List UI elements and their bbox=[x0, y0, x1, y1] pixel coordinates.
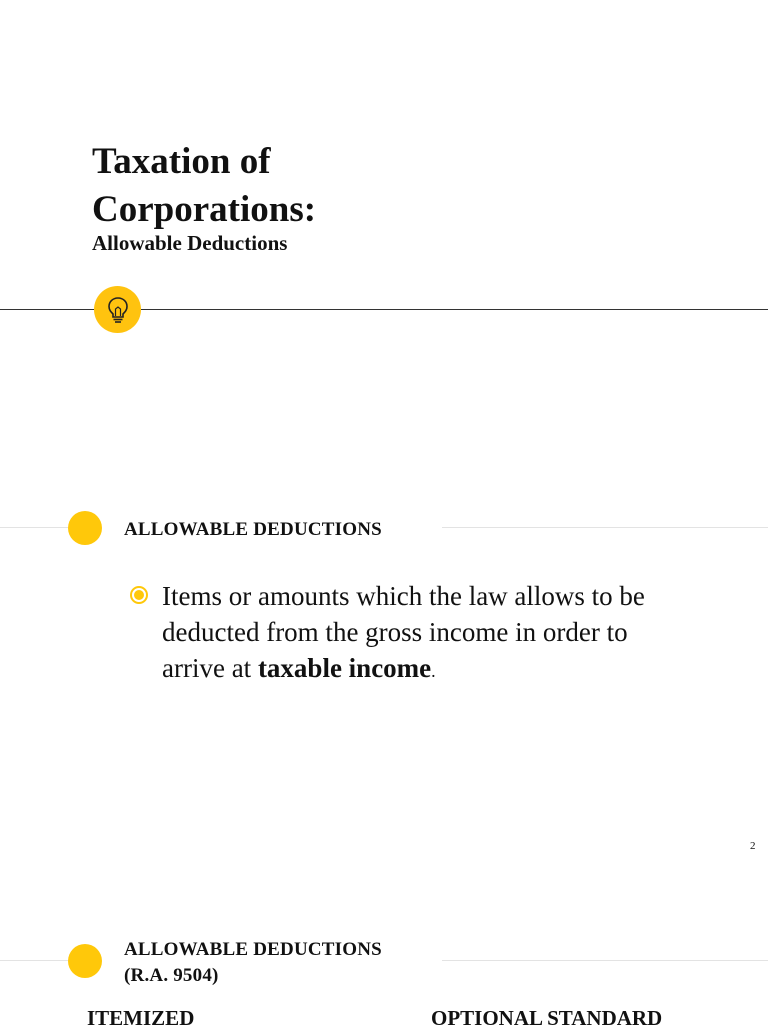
title-slide bbox=[0, 0, 768, 420]
bullet-text-main: Items or amounts which the law allows to be deducted from the gross income in order to arrive at bbox=[162, 581, 645, 683]
section-heading: ALLOWABLE DEDUCTIONS bbox=[124, 519, 382, 540]
section-rule-left bbox=[0, 527, 68, 528]
bullet-text-emphasis: taxable income bbox=[257, 653, 432, 683]
page-number: 2 bbox=[750, 840, 756, 852]
bullet-item bbox=[130, 578, 690, 689]
section-marker-dot bbox=[68, 511, 102, 545]
section-marker-dot-2 bbox=[68, 944, 102, 978]
lightbulb-icon bbox=[106, 296, 130, 324]
target-bullet-icon bbox=[130, 586, 148, 604]
title-divider-right bbox=[141, 309, 768, 310]
column-heading-itemized: ITEMIZED bbox=[87, 1006, 195, 1030]
slide-title: Taxation of Corporations: bbox=[92, 141, 317, 230]
section-rule-right-2 bbox=[442, 960, 768, 961]
section-heading-2: ALLOWABLE DEDUCTIONS bbox=[124, 939, 382, 960]
slide-subtitle: Allowable Deductions bbox=[92, 231, 288, 255]
title-divider-left bbox=[0, 309, 94, 310]
bullet-text bbox=[162, 578, 690, 689]
lightbulb-badge bbox=[94, 286, 141, 333]
section-rule-right bbox=[442, 527, 768, 528]
column-heading-optional: OPTIONAL STANDARD bbox=[431, 1006, 663, 1030]
section-rule-left-2 bbox=[0, 960, 68, 961]
section-heading-2-sub: (R.A. 9504) bbox=[124, 965, 219, 986]
bullet-text-end: . bbox=[431, 661, 436, 681]
